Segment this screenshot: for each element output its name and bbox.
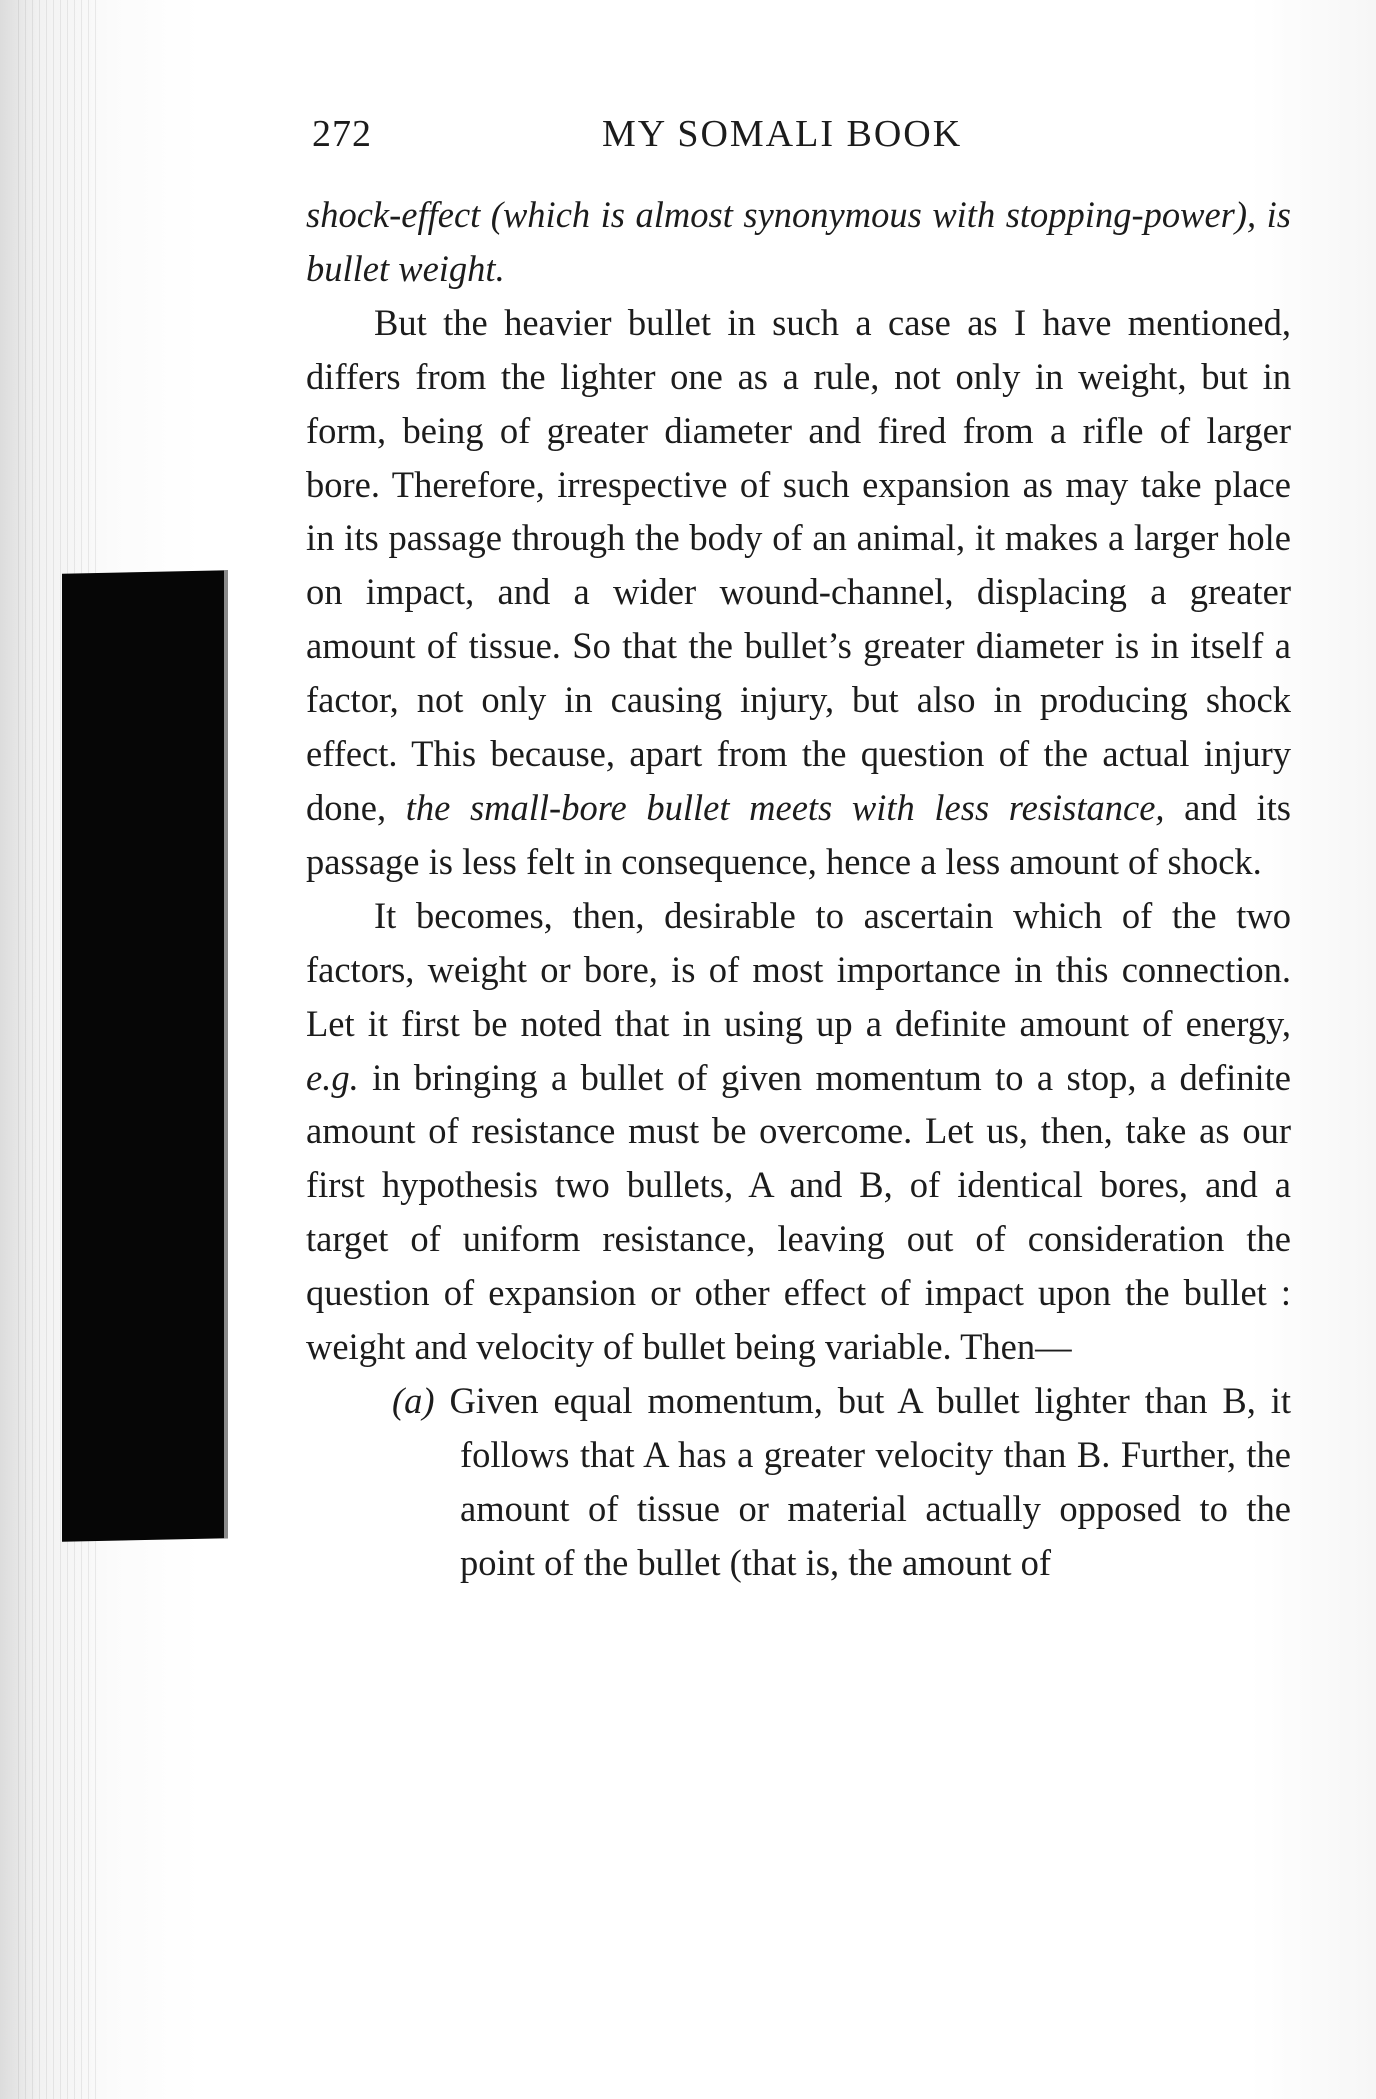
- paragraph-3: [306, 889, 1291, 1374]
- text-segment: in bringing a bullet of given momentum to a stop, a definite amount of resistance must be overcome. Let us, then, take as our first hypothesis two bullets, A and B, of identical bores, and a target of uniform resistance, leaving out of consideration the question of expansion or other effect of impact upon the bullet : weight and velocity of bullet being variable. Then—: [306, 1056, 1291, 1368]
- list-item-text: Given equal momentum, but A bullet lighter than B, it follows that A has a greater velocity than B. Further, the amount of tissue or material actually opposed to the point of the bullet (that is, the amount of: [449, 1379, 1291, 1583]
- text-segment: e.g.: [306, 1056, 359, 1098]
- text-segment: shock-effect (which is almost synonymous with stopping-power), is bullet weight.: [306, 194, 1291, 289]
- text-segment: the small-bore bullet meets with less resistance,: [405, 786, 1165, 828]
- page-header: [312, 112, 1292, 164]
- page-number: 272: [312, 113, 372, 155]
- list-item-label: (a): [392, 1379, 435, 1421]
- black-tab-marker: [62, 570, 228, 1541]
- paragraph-2: [306, 296, 1291, 889]
- paragraph-1: [306, 188, 1291, 296]
- body-text: [306, 188, 1291, 1590]
- running-head: MY SOMALI BOOK: [602, 113, 963, 155]
- text-segment: and its passage is less felt in consequence, hence a less amount of shock.: [306, 786, 1292, 882]
- text-segment: But the heavier bullet in such a case as I have mentioned, differs from the lighter one as a rule, not only in weight, but in form, being of greater diameter and fired from a rifle of larger bore. Therefore, irrespective of such expansion as may take place in its passage through the body of an animal, it makes a larger hole on impact, and a wider wound-channel, displacing a greater amount of tissue. So that the bullet’s greater diameter is in itself a factor, not only in causing injury, but also in producing shock effect. This because, apart from the question of the actual injury done,: [306, 301, 1291, 828]
- text-segment: It becomes, then, desirable to ascertain which of the two factors, weight or bore, is of most importance in this connection. Let it first be noted that in using up a definite amount of energy,: [306, 894, 1291, 1044]
- list-item-a: [306, 1374, 1291, 1590]
